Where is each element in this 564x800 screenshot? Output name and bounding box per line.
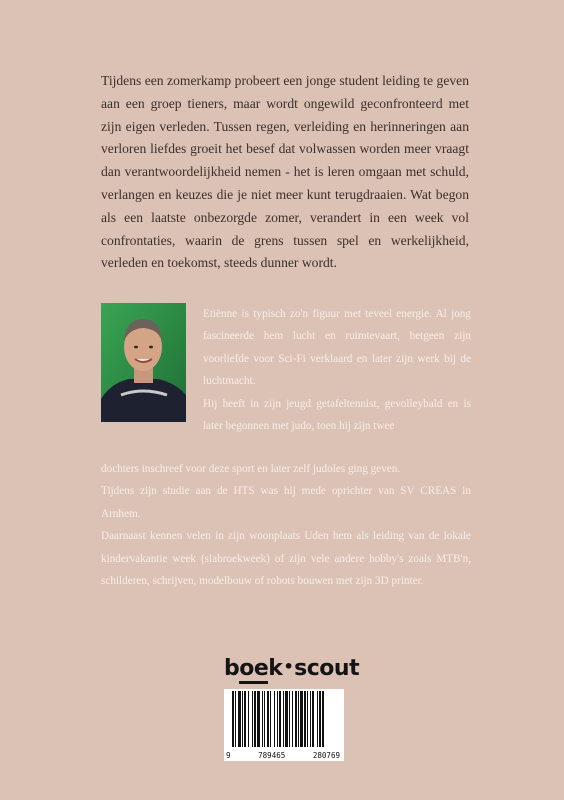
barcode-bar	[262, 691, 263, 747]
author-portrait-image	[101, 303, 186, 422]
barcode-bar	[322, 691, 324, 747]
bio-paragraph: dochters inschreef voor deze sport en later zelf judoles ging geven.	[101, 463, 401, 475]
barcode-bar	[289, 691, 290, 747]
barcode-bar	[248, 691, 249, 747]
barcode-digits: 789465	[258, 751, 286, 760]
barcode-bar	[235, 691, 236, 747]
barcode-bar	[317, 691, 318, 747]
barcode-bar	[267, 691, 269, 747]
logo-text: b	[224, 656, 240, 681]
author-bio-bottom	[101, 458, 471, 592]
isbn-barcode	[224, 689, 344, 761]
barcode-bar	[319, 691, 321, 747]
barcode-bar	[270, 691, 271, 747]
barcode-bar	[252, 691, 253, 747]
bio-paragraph: Hij heeft in zijn jeugd getafeltennist, gevolleybald en is later begonnen met judo, toen hij zijn twee	[203, 397, 471, 433]
blurb-paragraph: Tijdens een zomerkamp probeert een jonge student leiding te geven aan een groep tieners, maar wordt ongewild geconfronteerd met zijn eigen verleden. Tussen regen, verleiding en herinneringen aan verloren liefdes groeit het besef dat volwassen worden meer vraagt dan verantwoordelijkheid nemen - het is leren omgaan met schuld, verlangen en keuzes die je niet meer kunt terugdraaien. Wat begon als een laatste onbezorgde zomer, verandert in een week vol confrontaties, waarin de grens tussen spel en werkelijkheid, verleden en toekomst, steeds dunner wordt.	[101, 73, 469, 271]
logo-text: k	[268, 656, 283, 681]
author-bio-top	[203, 303, 471, 437]
barcode-bar	[257, 691, 260, 747]
logo-dot: •	[283, 657, 294, 676]
logo-text: oe	[239, 656, 268, 684]
barcode-bar	[279, 691, 281, 747]
bio-paragraph: Daarnaast kennen velen in zijn woonplaats Uden hem als leiding van de lokale kindervakantie week (slabroekweek) of zijn vele andere hobby's zoals MTB'n, schilderen, schrijven, modelbouw of robots bouwen met zijn 3D printer.	[101, 530, 471, 588]
barcode-bar	[232, 691, 234, 747]
barcode-bar	[244, 691, 246, 747]
barcode-bars	[224, 691, 344, 753]
barcode-bar	[298, 691, 299, 747]
barcode-bar	[238, 691, 241, 747]
bio-paragraph: Etiënne is typisch zo'n figuur met teveel energie. Al jong fascineerde hem lucht en ruimtevaart, hetgeen zijn voorliefde voor Sci-Fi verklaard en later zijn werk bij de luchtmacht.	[203, 308, 471, 388]
barcode-digit: 9	[226, 751, 231, 760]
barcode-bar	[274, 691, 275, 747]
barcode-bar	[300, 691, 303, 747]
barcode-bar	[292, 691, 293, 747]
logo-text: scout	[294, 656, 360, 681]
barcode-number	[224, 751, 344, 760]
back-cover-blurb	[101, 70, 469, 275]
barcode-bar	[254, 691, 256, 747]
barcode-bar	[264, 691, 265, 747]
author-photo	[101, 303, 186, 422]
barcode-bar	[283, 691, 284, 747]
barcode-digits: 280769	[312, 751, 340, 760]
barcode-bar	[304, 691, 306, 747]
bio-paragraph: Tijdens zijn studie aan de HTS was hij mede oprichter van SV CREAS in Arnhem.	[101, 485, 471, 520]
barcode-bar	[242, 691, 243, 747]
barcode-bar	[307, 691, 308, 747]
publisher-logo	[224, 656, 360, 686]
barcode-bar	[285, 691, 288, 747]
barcode-bar	[312, 691, 314, 747]
barcode-bar	[295, 691, 297, 747]
barcode-bar	[310, 691, 311, 747]
barcode-bar	[277, 691, 278, 747]
